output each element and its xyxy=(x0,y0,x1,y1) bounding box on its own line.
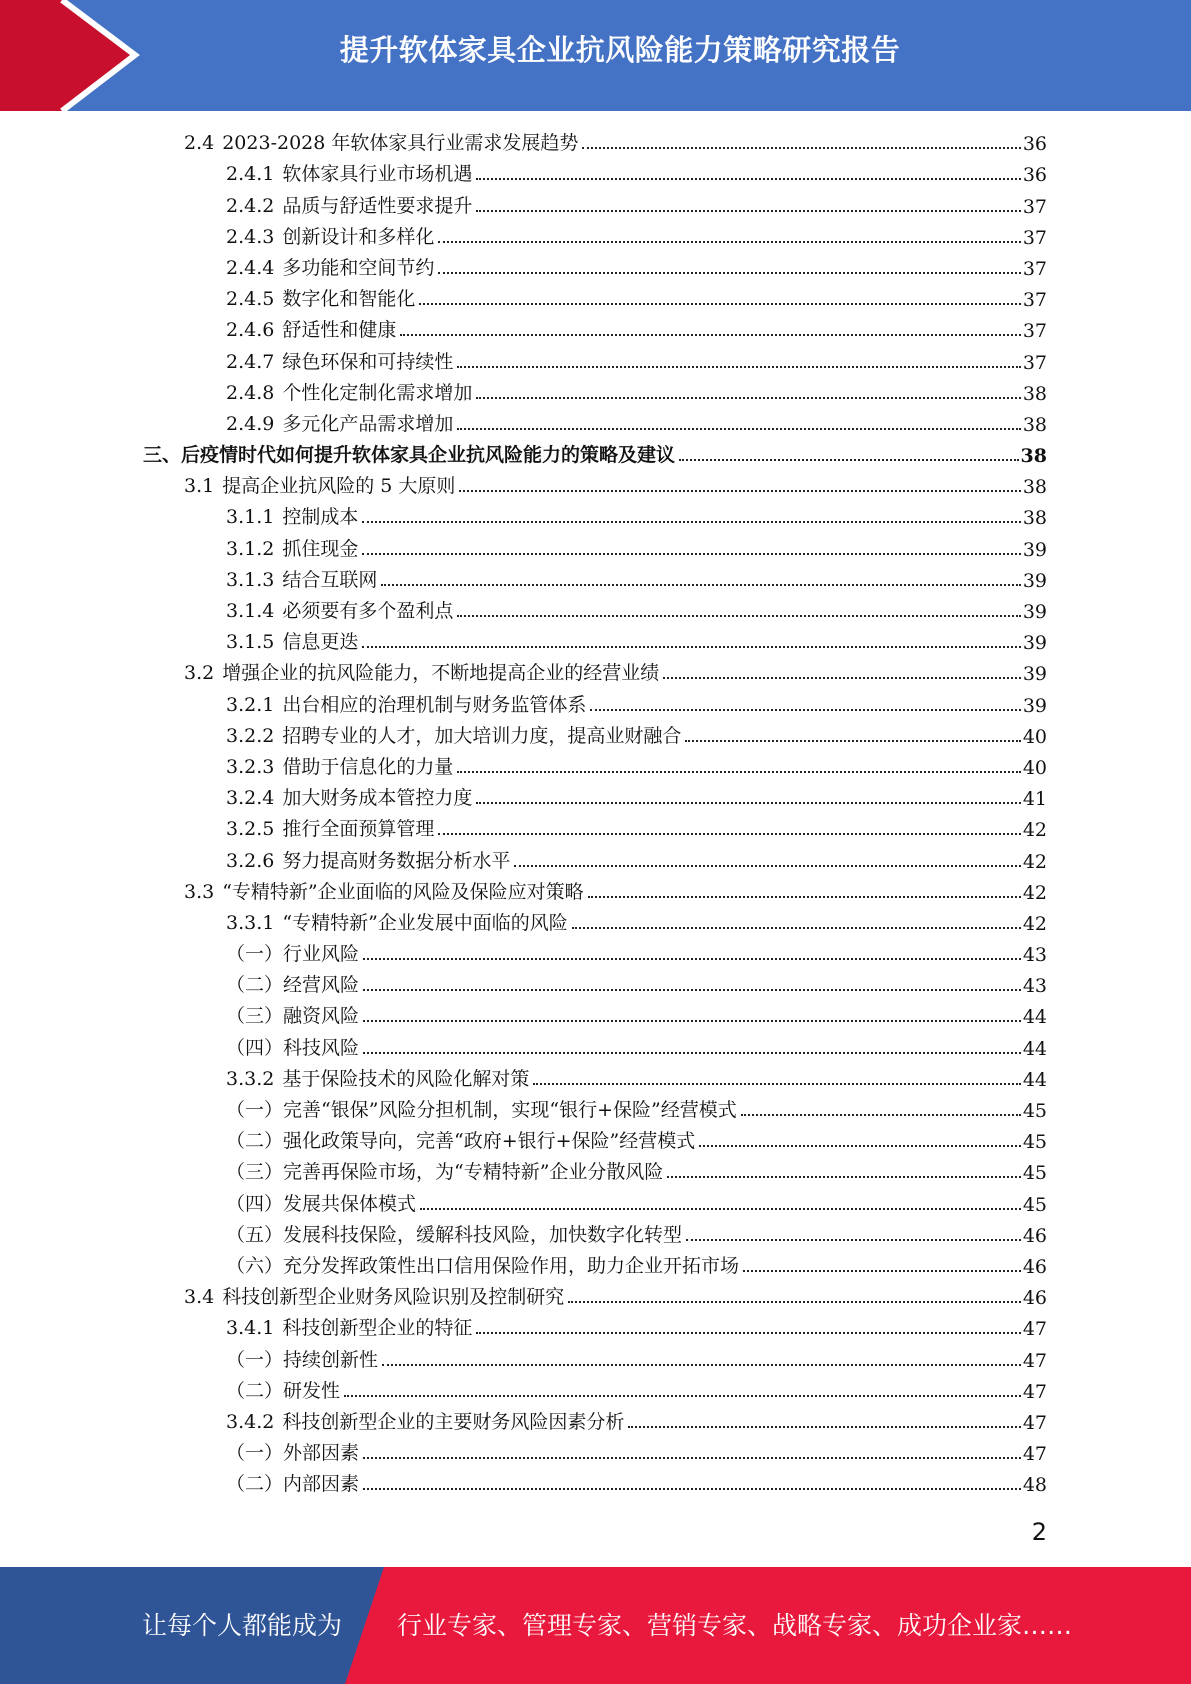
toc-dot-leader xyxy=(363,1488,1021,1490)
toc-entry-number: 3.2.1 xyxy=(226,693,275,716)
toc-entry-label xyxy=(226,970,361,997)
toc-entry[interactable] xyxy=(0,1188,1191,1219)
toc-entry-title: 舒适性和健康 xyxy=(282,319,397,342)
toc-dot-leader xyxy=(743,1270,1021,1272)
toc-entry-label xyxy=(226,752,455,779)
toc-entry-title: 科技创新型企业财务风险识别及控制研究 xyxy=(222,1286,565,1309)
toc-entry[interactable] xyxy=(0,1282,1191,1313)
toc-dot-leader xyxy=(568,1301,1021,1303)
toc-entry-title: 借助于信息化的力量 xyxy=(282,755,454,778)
toc-entry[interactable] xyxy=(0,970,1191,1001)
toc-entry[interactable] xyxy=(0,908,1191,939)
page-footer xyxy=(0,1567,1191,1684)
toc-entry-page: 47 xyxy=(1022,1318,1047,1341)
toc-entry-page: 40 xyxy=(1022,725,1047,748)
toc-entry-page: 39 xyxy=(1022,538,1047,561)
toc-dot-leader xyxy=(457,771,1020,773)
toc-entry-page: 38 xyxy=(1022,413,1047,436)
toc-dot-leader xyxy=(476,802,1020,804)
toc-dot-leader xyxy=(457,615,1020,617)
toc-dot-leader xyxy=(420,1208,1021,1210)
toc-entry-label xyxy=(226,253,436,280)
toc-entry[interactable] xyxy=(0,939,1191,970)
toc-dot-leader xyxy=(667,1176,1020,1178)
toc-entry-label xyxy=(226,814,436,841)
toc-entry-page: 46 xyxy=(1022,1224,1047,1247)
footer-slogan-left: 让每个人都能成为 xyxy=(142,1611,343,1640)
toc-entry-title: （二）研发性 xyxy=(226,1379,341,1402)
toc-entry-page: 38 xyxy=(1020,445,1047,468)
toc-entry-label xyxy=(226,378,474,405)
toc-entry-page: 37 xyxy=(1022,257,1047,280)
toc-entry-title: （三）完善再保险市场，为“专精特新”企业分散风险 xyxy=(226,1161,664,1184)
toc-entry-label xyxy=(226,908,570,935)
toc-entry-label xyxy=(226,159,474,186)
toc-entry-title: （二）强化政策导向，完善“政府+银行+保险”经营模式 xyxy=(226,1130,696,1153)
toc-entry-page: 43 xyxy=(1022,975,1047,998)
toc-entry-label xyxy=(226,1064,531,1091)
toc-entry-number: 3.2.5 xyxy=(226,818,275,841)
toc-entry-page: 48 xyxy=(1022,1474,1047,1497)
toc-entry-number: 3.4.1 xyxy=(226,1317,275,1340)
toc-entry-page: 42 xyxy=(1022,850,1047,873)
toc-entry-label xyxy=(226,1345,380,1372)
toc-entry[interactable] xyxy=(0,814,1191,845)
toc-entry-label xyxy=(226,1189,418,1216)
toc-entry-page: 40 xyxy=(1022,756,1047,779)
toc-entry-label xyxy=(226,409,455,436)
toc-entry-page: 39 xyxy=(1022,601,1047,623)
toc-entry-label xyxy=(226,1469,361,1496)
toc-dot-leader xyxy=(362,521,1020,523)
toc-entry-page: 38 xyxy=(1022,382,1047,405)
toc-entry[interactable] xyxy=(0,1157,1191,1188)
toc-entry-page: 37 xyxy=(1022,320,1047,343)
toc-entry-label xyxy=(226,222,436,249)
toc-entry-label xyxy=(226,846,512,873)
toc-entry-label xyxy=(184,877,586,904)
toc-entry-label xyxy=(226,1220,684,1247)
toc-entry[interactable] xyxy=(0,128,1191,159)
toc-dot-leader xyxy=(362,553,1020,555)
toc-entry-page: 44 xyxy=(1022,1068,1047,1091)
toc-entry-page: 45 xyxy=(1022,1162,1047,1185)
toc-entry[interactable] xyxy=(0,1095,1191,1126)
toc-entry-page: 47 xyxy=(1022,1349,1047,1372)
toc-entry[interactable] xyxy=(0,752,1191,783)
toc-dot-leader xyxy=(476,1332,1020,1334)
toc-dot-leader xyxy=(363,958,1021,960)
toc-entry[interactable] xyxy=(0,658,1191,689)
toc-entry-title: 绿色环保和可持续性 xyxy=(282,350,454,373)
toc-entry-label xyxy=(226,721,683,748)
toc-entry-label xyxy=(226,502,360,529)
toc-entry[interactable] xyxy=(0,1344,1191,1375)
toc-entry-title: 多功能和空间节约 xyxy=(282,256,435,279)
toc-entry[interactable] xyxy=(0,689,1191,720)
toc-entry-label xyxy=(226,565,379,592)
toc-entry-number: 2.4 xyxy=(184,132,215,155)
toc-entry-number: 3.2 xyxy=(184,662,215,685)
toc-entry[interactable] xyxy=(0,471,1191,502)
toc-entry-label xyxy=(226,1001,361,1028)
toc-entry-page: 36 xyxy=(1022,133,1047,156)
toc-entry-label xyxy=(226,1376,342,1403)
toc-entry-label xyxy=(226,939,361,966)
toc-entry-title: 科技创新型企业的特征 xyxy=(282,1317,473,1340)
toc-entry-title: （三）融资风险 xyxy=(226,1005,360,1028)
toc-entry-label xyxy=(226,1313,474,1340)
toc-dot-leader xyxy=(382,1364,1021,1366)
toc-dot-leader xyxy=(363,989,1021,991)
footer-slogan-right: 行业专家、管理专家、营销专家、战略专家、成功企业家…… xyxy=(397,1611,1073,1640)
toc-entry[interactable] xyxy=(0,222,1191,253)
toc-entry-page: 42 xyxy=(1022,912,1047,935)
toc-entry[interactable] xyxy=(0,533,1191,564)
toc-entry-page: 37 xyxy=(1022,226,1047,249)
toc-entry-title: 抓住现金 xyxy=(282,537,359,560)
toc-entry[interactable] xyxy=(0,190,1191,221)
toc-entry[interactable] xyxy=(0,1251,1191,1282)
toc-entry[interactable] xyxy=(0,284,1191,315)
toc-entry-number: 3.3.2 xyxy=(226,1067,275,1090)
toc-dot-leader xyxy=(685,740,1020,742)
toc-entry[interactable] xyxy=(0,1032,1191,1063)
toc-entry-page: 44 xyxy=(1022,1037,1047,1060)
toc-entry-label xyxy=(226,1126,697,1153)
toc-entry-label xyxy=(143,440,677,467)
toc-entry-title: 多元化产品需求增加 xyxy=(282,412,454,435)
toc-dot-leader xyxy=(363,1052,1021,1054)
toc-entry-title: 结合互联网 xyxy=(282,568,378,591)
toc-entry-page: 42 xyxy=(1022,881,1047,904)
toc-entry-page: 37 xyxy=(1022,195,1047,218)
toc-entry-title: （二）内部因素 xyxy=(226,1473,360,1496)
toc-entry-label xyxy=(226,1157,665,1184)
toc-entry[interactable] xyxy=(0,1376,1191,1407)
toc-entry-number: 3.2.4 xyxy=(226,787,275,810)
toc-entry-title: 招聘专业的人才，加大培训力度，提高业财融合 xyxy=(282,724,682,747)
toc-entry[interactable] xyxy=(0,502,1191,533)
toc-dot-leader xyxy=(419,303,1020,305)
toc-entry-title: 努力提高财务数据分析水平 xyxy=(282,849,511,872)
toc-entry-title: 加大财务成本管控力度 xyxy=(282,787,473,810)
toc-entry-number: 3.1.3 xyxy=(226,568,275,591)
toc-entry-number: 3.1 xyxy=(184,475,215,498)
toc-entry-page: 37 xyxy=(1022,351,1047,374)
toc-entry-page: 47 xyxy=(1022,1411,1047,1434)
toc-entry-title: 增强企业的抗风险能力，不断地提高企业的经营业绩 xyxy=(222,662,660,685)
toc-entry-page: 39 xyxy=(1022,663,1047,686)
toc-entry-label xyxy=(226,783,474,810)
header-arrow-decoration xyxy=(0,0,150,111)
toc-dot-leader xyxy=(476,397,1020,399)
toc-entry-page: 43 xyxy=(1022,944,1047,967)
toc-entry-title: 必须要有多个盈利点 xyxy=(282,600,454,622)
toc-entry-title: 品质与舒适性要求提升 xyxy=(282,194,473,217)
toc-entry[interactable] xyxy=(0,877,1191,908)
table-of-contents xyxy=(0,128,1191,1500)
toc-entry[interactable] xyxy=(0,1407,1191,1438)
toc-entry-label xyxy=(226,284,417,311)
page-number: 2 xyxy=(1031,1518,1047,1546)
toc-dot-leader xyxy=(457,428,1020,430)
toc-entry-number: 3.4 xyxy=(184,1286,215,1309)
toc-entry-label xyxy=(226,1095,739,1122)
toc-entry-page: 47 xyxy=(1022,1380,1047,1403)
toc-entry-number: 2.4.6 xyxy=(226,319,275,342)
toc-entry-title: （二）经营风险 xyxy=(226,974,360,997)
toc-entry[interactable] xyxy=(0,346,1191,377)
toc-entry-label xyxy=(184,471,457,498)
toc-entry-label xyxy=(184,658,661,685)
toc-entry[interactable] xyxy=(0,1064,1191,1095)
toc-entry-title: （一）持续创新性 xyxy=(226,1348,379,1371)
toc-entry-title: 基于保险技术的风险化解对策 xyxy=(282,1067,530,1090)
toc-entry-title: 科技创新型企业的主要财务风险因素分析 xyxy=(282,1410,625,1433)
toc-entry-title: 创新设计和多样化 xyxy=(282,225,435,248)
toc-entry-page: 45 xyxy=(1022,1131,1047,1154)
toc-entry-title: 软体家具行业市场机遇 xyxy=(282,163,473,186)
toc-entry[interactable] xyxy=(0,159,1191,190)
toc-entry-page: 39 xyxy=(1022,632,1047,655)
toc-entry-title: 推行全面预算管理 xyxy=(282,818,435,841)
toc-entry-title: 个性化定制化需求增加 xyxy=(282,381,473,404)
toc-entry-label xyxy=(226,1438,361,1465)
toc-entry-title: 三、后疫情时代如何提升软体家具企业抗风险能力的策略及建议 xyxy=(143,444,676,467)
toc-entry-label xyxy=(184,1282,566,1309)
toc-dot-leader xyxy=(699,1145,1021,1147)
toc-entry-label xyxy=(226,1251,741,1278)
toc-entry-title: “专精特新”企业发展中面临的风险 xyxy=(282,911,568,934)
toc-entry-number: 3.2.6 xyxy=(226,849,275,872)
toc-entry-page: 39 xyxy=(1022,694,1047,717)
toc-entry-title: 出台相应的治理机制与财务监管体系 xyxy=(282,693,587,716)
toc-dot-leader xyxy=(400,334,1020,336)
toc-entry-number: 3.2.2 xyxy=(226,724,275,747)
toc-entry-title: （五）发展科技保险，缓解科技风险，加快数字化转型 xyxy=(226,1223,683,1246)
toc-entry-page: 41 xyxy=(1022,788,1047,811)
toc-dot-leader xyxy=(381,584,1020,586)
toc-entry[interactable] xyxy=(0,1126,1191,1157)
toc-entry-page: 38 xyxy=(1022,507,1047,530)
page-header xyxy=(0,0,1191,111)
toc-dot-leader xyxy=(588,896,1021,898)
toc-entry[interactable] xyxy=(0,845,1191,876)
toc-entry-page: 46 xyxy=(1022,1255,1047,1278)
toc-entry-title: （一）行业风险 xyxy=(226,943,360,966)
toc-entry-label xyxy=(226,596,455,623)
toc-entry-page: 44 xyxy=(1022,1006,1047,1029)
toc-entry-label xyxy=(226,315,398,342)
toc-entry[interactable] xyxy=(0,596,1191,627)
toc-dot-leader xyxy=(533,1083,1020,1085)
toc-entry[interactable] xyxy=(0,627,1191,658)
toc-entry-title: （六）充分发挥政策性出口信用保险作用，助力企业开拓市场 xyxy=(226,1254,740,1277)
toc-entry-title: 2023-2028 年软体家具行业需求发展趋势 xyxy=(222,132,579,155)
toc-entry-title: （一）完善“银保”风险分担机制，实现“银行+保险”经营模式 xyxy=(226,1099,737,1121)
toc-entry-page: 38 xyxy=(1022,476,1047,499)
toc-entry-number: 2.4.3 xyxy=(226,225,275,248)
toc-entry-page: 46 xyxy=(1022,1287,1047,1310)
toc-dot-leader xyxy=(686,1239,1021,1241)
toc-entry-number: 3.3 xyxy=(184,880,215,903)
toc-dot-leader xyxy=(582,147,1020,149)
toc-entry[interactable] xyxy=(0,440,1191,471)
toc-entry-title: “专精特新”企业面临的风险及保险应对策略 xyxy=(222,880,584,903)
toc-dot-leader xyxy=(438,833,1020,835)
toc-entry-number: 3.1.1 xyxy=(226,506,275,529)
report-title: 提升软体家具企业抗风险能力策略研究报告 xyxy=(339,33,901,67)
toc-dot-leader xyxy=(628,1426,1020,1428)
toc-entry-number: 2.4.4 xyxy=(226,256,275,279)
toc-entry[interactable] xyxy=(0,315,1191,346)
toc-entry-page: 45 xyxy=(1022,1100,1047,1122)
toc-entry-number: 3.1.4 xyxy=(226,600,275,622)
toc-entry-title: （四）科技风险 xyxy=(226,1036,360,1059)
toc-entry[interactable] xyxy=(0,1001,1191,1032)
toc-entry-label xyxy=(226,627,360,654)
toc-entry[interactable] xyxy=(0,253,1191,284)
toc-entry-number: 2.4.1 xyxy=(226,163,275,186)
toc-entry[interactable] xyxy=(0,783,1191,814)
toc-entry[interactable] xyxy=(0,565,1191,596)
toc-entry-number: 3.3.1 xyxy=(226,911,275,934)
toc-entry-page: 37 xyxy=(1022,289,1047,312)
toc-entry[interactable] xyxy=(0,1469,1191,1500)
toc-dot-leader xyxy=(363,1020,1021,1022)
toc-dot-leader xyxy=(476,178,1020,180)
toc-entry-number: 2.4.2 xyxy=(226,194,275,217)
toc-dot-leader xyxy=(438,272,1020,274)
toc-entry-label xyxy=(226,191,474,218)
toc-entry-page: 42 xyxy=(1022,819,1047,842)
toc-dot-leader xyxy=(741,1114,1021,1116)
toc-entry-label xyxy=(226,1033,361,1060)
toc-dot-leader xyxy=(679,459,1019,461)
toc-dot-leader xyxy=(344,1395,1021,1397)
toc-entry-number: 2.4.8 xyxy=(226,381,275,404)
toc-entry-page: 36 xyxy=(1022,164,1047,187)
toc-dot-leader xyxy=(514,865,1020,867)
toc-entry-title: 控制成本 xyxy=(282,506,359,529)
toc-entry-number: 3.4.2 xyxy=(226,1410,275,1433)
toc-dot-leader xyxy=(362,646,1020,648)
toc-entry[interactable] xyxy=(0,1220,1191,1251)
toc-entry-number: 3.1.2 xyxy=(226,537,275,560)
toc-entry[interactable] xyxy=(0,378,1191,409)
toc-entry-title: 提高企业抗风险的 5 大原则 xyxy=(222,475,456,498)
toc-entry-title: （四）发展共保体模式 xyxy=(226,1192,417,1215)
toc-entry-label xyxy=(226,347,455,374)
toc-dot-leader xyxy=(457,366,1020,368)
toc-entry-label xyxy=(226,1407,626,1434)
toc-entry-page: 47 xyxy=(1022,1443,1047,1466)
toc-entry-page: 39 xyxy=(1022,569,1047,592)
toc-entry-number: 3.1.5 xyxy=(226,631,275,654)
toc-entry[interactable] xyxy=(0,1313,1191,1344)
toc-entry-title: 数字化和智能化 xyxy=(282,288,416,311)
toc-entry-label xyxy=(226,534,360,561)
toc-entry[interactable] xyxy=(0,409,1191,440)
toc-dot-leader xyxy=(363,1457,1021,1459)
toc-entry[interactable] xyxy=(0,1438,1191,1469)
toc-dot-leader xyxy=(459,490,1020,492)
toc-entry-number: 2.4.9 xyxy=(226,412,275,435)
toc-entry-page: 45 xyxy=(1022,1193,1047,1216)
toc-dot-leader xyxy=(590,709,1020,711)
toc-entry-title: 信息更迭 xyxy=(282,631,359,654)
toc-entry-label xyxy=(226,690,588,717)
toc-dot-leader xyxy=(572,927,1021,929)
toc-entry-title: （一）外部因素 xyxy=(226,1442,360,1465)
toc-entry-label xyxy=(184,128,580,155)
toc-entry-number: 2.4.7 xyxy=(226,350,275,373)
toc-entry[interactable] xyxy=(0,721,1191,752)
toc-dot-leader xyxy=(663,677,1021,679)
toc-dot-leader xyxy=(438,241,1020,243)
toc-entry-number: 3.2.3 xyxy=(226,755,275,778)
toc-dot-leader xyxy=(476,210,1020,212)
toc-entry-number: 2.4.5 xyxy=(226,288,275,311)
